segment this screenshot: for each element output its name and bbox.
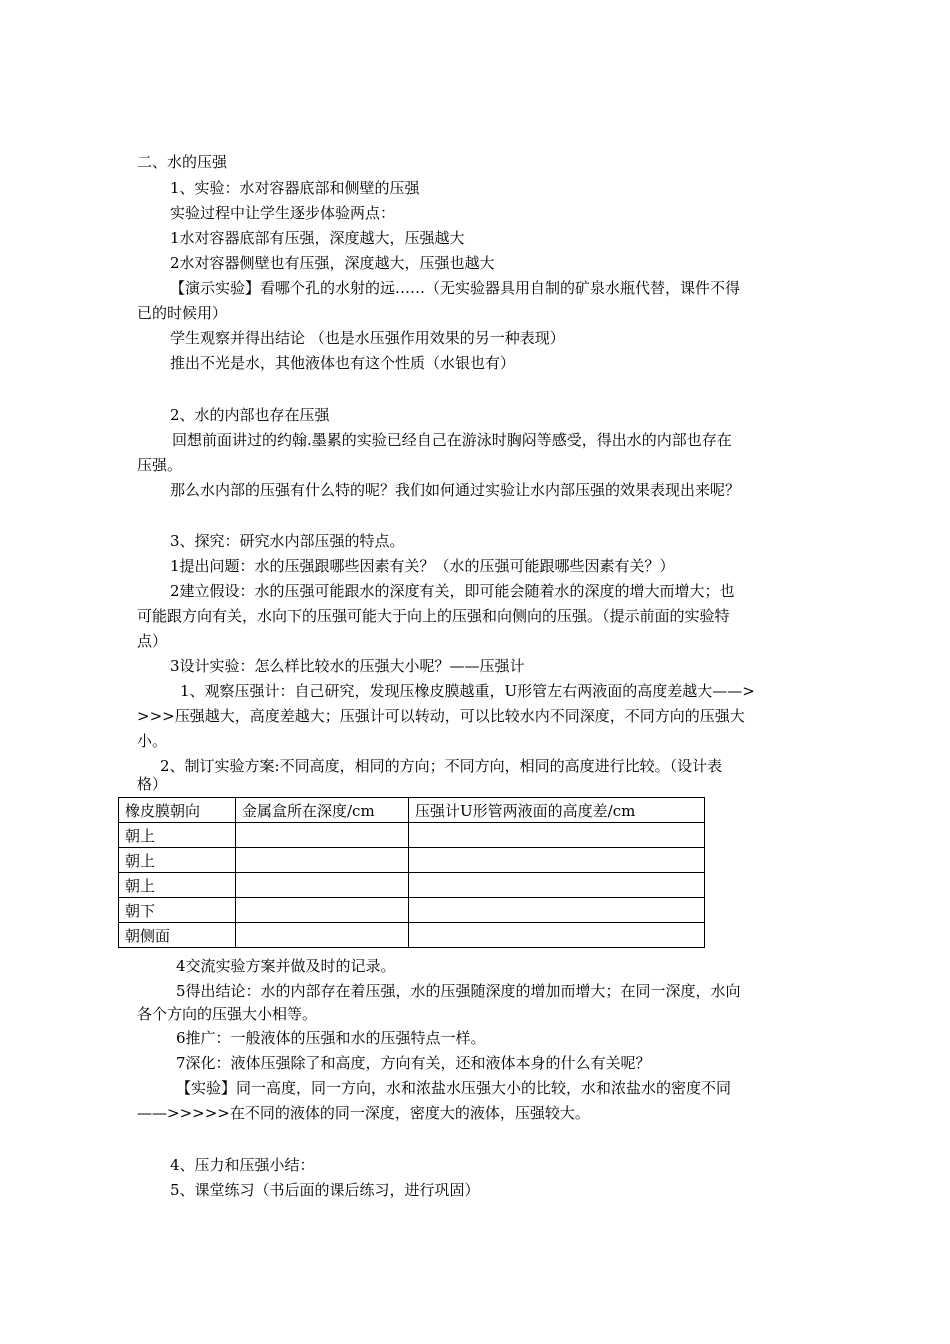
- table-cell: [409, 898, 705, 923]
- text-line: 那么水内部的压强有什么特的呢？我们如何通过实验让水内部压强的效果表现出来呢？: [170, 481, 741, 499]
- subheading-practice: 5、课堂练习（书后面的课后练习，进行巩固）: [170, 1181, 480, 1199]
- text-line: 6推广：一般液体的压强和水的压强特点一样。: [176, 1029, 486, 1047]
- text-line: 学生观察并得出结论 （也是水压强作用效果的另一种表现）: [170, 329, 565, 347]
- text-line: 【实验】同一高度，同一方向，水和浓盐水压强大小的比较，水和浓盐水的密度不同: [176, 1079, 732, 1097]
- section-heading-water-pressure: 二、水的压强: [137, 153, 228, 171]
- text-line: 7深化：液体压强除了和高度，方向有关，还和液体本身的什么有关呢？: [176, 1054, 651, 1072]
- text-line: 格）: [137, 775, 168, 793]
- text-line: 压强。: [137, 456, 183, 474]
- text-line: 推出不光是水，其他液体也有这个性质（水银也有）: [170, 354, 516, 372]
- table-cell: [236, 923, 409, 948]
- text-line: 1提出问题：水的压强跟哪些因素有关？（水的压强可能跟哪些因素有关？）: [170, 557, 675, 575]
- text-line: 3设计实验：怎么样比较水的压强大小呢？——压强计: [170, 657, 525, 675]
- table-cell: [236, 898, 409, 923]
- table-row: [119, 898, 705, 923]
- table-cell: [236, 823, 409, 848]
- text-line: 2、制订实验方案:不同高度，相同的方向；不同方向，相同的高度进行比较。（设计表: [160, 757, 723, 775]
- table-row: [119, 873, 705, 898]
- text-line: 2水对容器侧壁也有压强，深度越大，压强也越大: [170, 254, 495, 272]
- subheading-inquiry: 3、探究：研究水内部压强的特点。: [170, 532, 405, 550]
- table-cell: [236, 848, 409, 873]
- table-cell: [236, 873, 409, 898]
- text-line: >>>压强越大，高度差越大；压强计可以转动，可以比较水内不同深度，不同方向的压强大: [137, 707, 745, 725]
- table-cell: [409, 873, 705, 898]
- text-line: 5得出结论：水的内部存在着压强，水的压强随深度的增加而增大；在同一深度，水向: [176, 982, 741, 1000]
- table-cell: 朝下: [119, 898, 236, 923]
- table-row: [119, 823, 705, 848]
- text-line: 1水对容器底部有压强，深度越大，压强越大: [170, 229, 465, 247]
- text-line: 各个方向的压强大小相等。: [137, 1005, 318, 1023]
- text-line: 【演示实验】看哪个孔的水射的远……（无实验器具用自制的矿泉水瓶代替，课件不得: [170, 279, 741, 297]
- text-line: 4交流实验方案并做及时的记录。: [176, 957, 396, 975]
- text-line: 小。: [137, 732, 168, 750]
- text-line: 可能跟方向有关，水向下的压强可能大于向上的压强和向侧向的压强。（提示前面的实验特: [137, 607, 730, 625]
- table-cell: 朝上: [119, 823, 236, 848]
- table-cell: [409, 823, 705, 848]
- table-cell: [409, 923, 705, 948]
- table-cell: 朝上: [119, 848, 236, 873]
- table-header-cell: 压强计U形管两液面的高度差/cm: [409, 798, 705, 823]
- text-line: 1、观察压强计：自己研究，发现压橡皮膜越重，U形管左右两液面的高度差越大——>: [180, 682, 755, 700]
- table-row: [119, 848, 705, 873]
- table-cell: 朝上: [119, 873, 236, 898]
- table-cell: [409, 848, 705, 873]
- text-line: 回想前面讲过的约翰.墨累的实验已经自己在游泳时胸闷等感受，得出水的内部也存在: [172, 431, 732, 449]
- table-header-row: [119, 798, 705, 823]
- text-line: ——>>>>>在不同的液体的同一深度，密度大的液体，压强较大。: [137, 1104, 590, 1122]
- subheading-experiment: 1、实验：水对容器底部和侧壁的压强: [170, 179, 420, 197]
- text-line: 2建立假设：水的压强可能跟水的深度有关，即可能会随着水的深度的增大而增大；也: [170, 582, 735, 600]
- subheading-internal-pressure: 2、水的内部也存在压强: [170, 406, 330, 424]
- text-line: 实验过程中让学生逐步体验两点：: [170, 204, 396, 222]
- subheading-summary: 4、压力和压强小结：: [170, 1156, 315, 1174]
- table-cell: 朝侧面: [119, 923, 236, 948]
- table-header-cell: 橡皮膜朝向: [119, 798, 236, 823]
- text-line: 点）: [137, 632, 168, 650]
- table-header-cell: 金属盒所在深度/cm: [236, 798, 409, 823]
- experiment-table: [118, 797, 705, 948]
- table-row: [119, 923, 705, 948]
- text-line: 已的时候用）: [137, 304, 228, 322]
